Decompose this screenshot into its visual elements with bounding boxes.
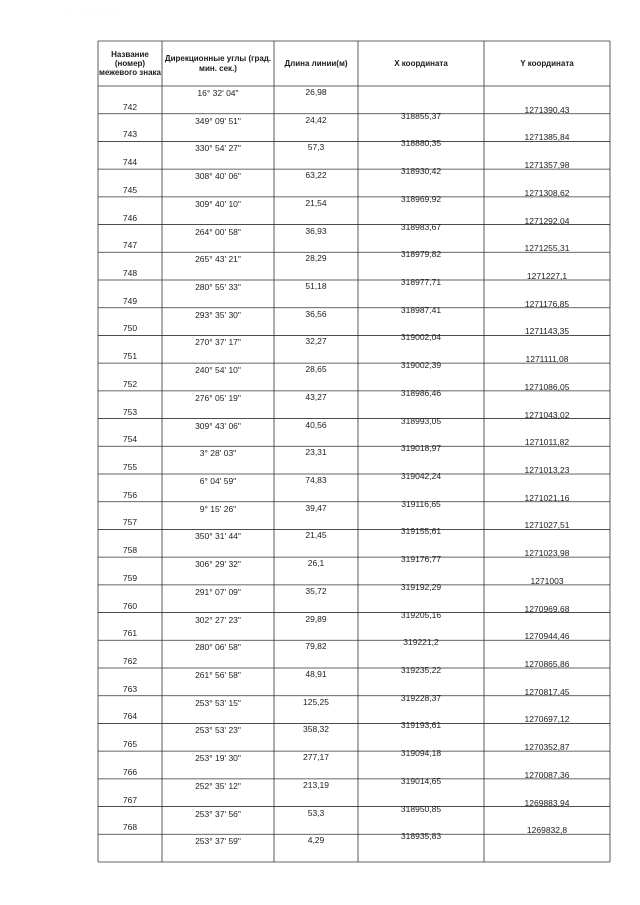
x-coordinate-cell: 318987,41 [400, 304, 442, 315]
x-coordinate-cell: 318986,46 [400, 387, 442, 398]
direction-angle-cell: 280° 06' 58" [195, 642, 241, 653]
line-length-cell: 4,29 [307, 835, 325, 846]
x-coordinate-cell: 319235,22 [400, 665, 442, 675]
boundary-mark-number-cell: 751 [122, 351, 138, 362]
y-coordinate-cell: 1269883,94 [524, 797, 570, 808]
line-length-cell: 358,32 [303, 724, 329, 735]
header-length: Длина линии(м) [284, 58, 348, 68]
x-coordinate-cell: 319205,16 [400, 609, 442, 620]
line-length-cell: 277,17 [303, 752, 329, 763]
y-coordinate-cell: 1271011,82 [524, 437, 570, 448]
boundary-mark-number-cell: 756 [122, 489, 138, 500]
direction-angle-cell: 253° 37' 59" [195, 836, 241, 847]
direction-angle-cell: 253° 37' 56" [195, 808, 241, 819]
boundary-mark-number-cell: 758 [122, 545, 138, 556]
direction-angle-cell: 252° 35' 12" [195, 780, 241, 791]
boundary-mark-number-cell: 744 [122, 157, 138, 168]
y-coordinate-cell: 1270969,68 [524, 603, 570, 614]
boundary-mark-number-cell: 755 [122, 462, 138, 472]
line-length-cell: 28,65 [305, 364, 327, 375]
boundary-mark-number-cell: 748 [122, 268, 138, 278]
y-coordinate-cell: 1270944,46 [524, 631, 570, 642]
boundary-mark-number-cell: 752 [122, 378, 138, 389]
x-coordinate-cell: 319002,39 [400, 360, 442, 371]
x-coordinate-cell: 319228,37 [400, 692, 442, 703]
boundary-mark-number-cell: 754 [122, 434, 138, 445]
x-coordinate-cell: 319193,61 [400, 720, 442, 731]
direction-angle-cell: 276° 05' 19" [195, 392, 241, 403]
y-coordinate-cell: 1270352,87 [524, 742, 570, 753]
x-coordinate-cell: 318977,71 [400, 277, 442, 287]
line-length-cell: 79,82 [305, 641, 327, 652]
header-x: X координата [394, 58, 448, 68]
direction-angle-cell: 261° 56' 58" [195, 670, 241, 680]
y-coordinate-cell: 1271021,16 [524, 492, 570, 503]
y-coordinate-cell: 1271143,35 [524, 326, 570, 337]
line-length-cell: 51,18 [305, 281, 327, 291]
x-coordinate-cell: 319155,61 [400, 526, 442, 537]
boundary-mark-number-cell: 746 [122, 212, 138, 223]
y-coordinate-cell: 1270865,86 [524, 659, 570, 669]
direction-angle-cell: 6° 04' 59" [199, 476, 237, 486]
scan-specks: · · · · · · [70, 8, 124, 14]
x-coordinate-cell: 319094,18 [400, 748, 442, 759]
header-name: Название (номер) межевого знака [98, 49, 162, 78]
direction-angle-cell: 253° 19' 30" [195, 753, 241, 764]
line-length-cell: 63,22 [305, 170, 327, 181]
direction-angle-cell: 309° 40' 10" [195, 198, 241, 209]
header-y: Y координата [520, 58, 574, 68]
line-length-cell: 43,27 [305, 391, 327, 402]
boundary-mark-number-cell: 750 [122, 323, 138, 334]
y-coordinate-cell: 1271385,84 [524, 132, 570, 143]
direction-angle-cell: 330° 54' 27" [195, 143, 241, 154]
direction-angle-cell: 265° 43' 21" [195, 254, 241, 265]
direction-angle-cell: 280° 55' 33" [195, 282, 241, 292]
x-coordinate-cell: 319221,2 [403, 637, 439, 648]
boundary-mark-number-cell: 760 [122, 600, 138, 611]
direction-angle-cell: 253° 53' 15" [195, 697, 241, 708]
boundary-mark-number-cell: 747 [122, 240, 138, 251]
y-coordinate-cell: 1271176,85 [524, 298, 570, 309]
direction-angle-cell: 291° 07' 09" [195, 586, 241, 597]
line-length-cell: 36,93 [305, 225, 327, 236]
line-length-cell: 35,72 [305, 585, 327, 596]
line-length-cell: 53,3 [307, 807, 325, 818]
direction-angle-cell: 308° 40' 06" [195, 171, 241, 182]
direction-angle-cell: 16° 32' 04" [197, 88, 239, 98]
y-coordinate-cell: 1271111,08 [525, 354, 569, 365]
y-coordinate-cell: 1271027,51 [524, 520, 570, 531]
boundary-mark-number-cell: 764 [122, 711, 138, 722]
boundary-mark-number-cell: 761 [122, 628, 138, 639]
boundary-mark-number-cell: 742 [122, 101, 138, 112]
line-length-cell: 24,42 [305, 114, 327, 125]
y-coordinate-cell: 1271013,23 [524, 465, 570, 475]
x-coordinate-cell: 319002,04 [400, 332, 442, 343]
y-coordinate-cell: 1271043,02 [524, 409, 570, 420]
x-coordinate-cell: 319042,24 [400, 471, 442, 481]
y-coordinate-cell: 1271390,43 [524, 104, 570, 115]
y-coordinate-cell: 1271308,62 [524, 187, 570, 198]
y-coordinate-cell: 1271086,05 [524, 381, 570, 392]
boundary-mark-number-cell: 749 [122, 295, 138, 306]
x-coordinate-cell: 318855,37 [400, 110, 442, 121]
line-length-cell: 29,89 [305, 613, 327, 624]
line-length-cell: 39,47 [305, 502, 327, 513]
x-coordinate-cell: 318979,82 [400, 249, 442, 260]
line-length-cell: 21,45 [305, 530, 327, 541]
x-coordinate-cell: 318993,05 [400, 415, 442, 426]
y-coordinate-cell: 1270087,36 [524, 769, 570, 780]
line-length-cell: 57,3 [307, 142, 325, 153]
y-coordinate-cell: 1271357,98 [524, 160, 570, 171]
boundary-mark-number-cell: 767 [122, 794, 138, 805]
y-coordinate-cell: 1270817,45 [524, 686, 570, 697]
x-coordinate-cell: 318930,42 [400, 166, 442, 177]
y-coordinate-cell: 1271227,1 [526, 271, 568, 281]
direction-angle-cell: 350° 31' 44" [195, 531, 241, 542]
boundary-mark-number-cell: 763 [122, 683, 138, 694]
line-length-cell: 26,1 [307, 558, 325, 569]
line-length-cell: 40,56 [305, 419, 327, 430]
x-coordinate-cell: 319176,77 [400, 554, 442, 565]
direction-angle-cell: 270° 37' 17" [195, 337, 241, 348]
line-length-cell: 125,25 [303, 696, 329, 707]
line-length-cell: 213,19 [303, 779, 329, 790]
direction-angle-cell: 253° 53' 23" [195, 725, 241, 736]
line-length-cell: 21,54 [305, 197, 327, 208]
line-length-cell: 74,83 [305, 475, 327, 485]
direction-angle-cell: 293° 35' 30" [195, 309, 241, 320]
boundary-mark-number-cell: 768 [122, 822, 138, 833]
boundary-mark-number-cell: 753 [122, 406, 138, 417]
direction-angle-cell: 9° 15' 26" [199, 503, 237, 514]
direction-angle-cell: 309° 43' 06" [195, 420, 241, 431]
x-coordinate-cell: 318880,35 [400, 138, 442, 149]
line-length-cell: 26,98 [305, 87, 327, 97]
y-coordinate-cell: 1270697,12 [524, 714, 570, 725]
direction-angle-cell: 349° 09' 51" [195, 115, 241, 126]
line-length-cell: 32,27 [305, 336, 327, 347]
y-coordinate-cell: 1271255,31 [524, 243, 570, 254]
x-coordinate-cell: 319014,65 [400, 775, 442, 786]
x-coordinate-cell: 318950,85 [400, 803, 442, 814]
x-coordinate-cell: 318969,92 [400, 193, 442, 204]
line-length-cell: 23,31 [305, 447, 327, 458]
x-coordinate-cell: 319116,65 [401, 498, 441, 509]
boundary-mark-number-cell: 745 [122, 184, 138, 195]
y-coordinate-cell: 1271003 [530, 575, 564, 586]
direction-angle-cell: 3° 28' 03" [199, 448, 237, 459]
y-coordinate-cell: 1269832,8 [526, 825, 568, 836]
line-length-cell: 28,29 [305, 253, 327, 264]
y-coordinate-cell: 1271292,04 [524, 215, 570, 226]
direction-angle-cell: 302° 27' 23" [195, 614, 241, 625]
x-coordinate-cell: 318935,83 [400, 831, 442, 842]
direction-angle-cell: 240° 54' 10" [195, 365, 241, 376]
line-length-cell: 36,56 [305, 308, 327, 319]
direction-angle-cell: 306° 29' 32" [195, 559, 241, 570]
x-coordinate-cell: 319018,97 [400, 443, 442, 454]
boundary-mark-number-cell: 757 [122, 517, 138, 528]
direction-angle-cell: 264° 00' 58" [195, 226, 241, 237]
y-coordinate-cell: 1271023,98 [524, 548, 570, 559]
boundary-mark-number-cell: 759 [122, 572, 138, 583]
boundary-mark-number-cell: 762 [122, 656, 138, 666]
line-length-cell: 48,91 [305, 669, 327, 679]
boundary-mark-number-cell: 743 [122, 129, 138, 140]
boundary-mark-number-cell: 766 [122, 766, 138, 777]
boundary-mark-number-cell: 765 [122, 739, 138, 750]
header-angle: Дирекционные углы (град. мин. сек.) [164, 54, 272, 73]
x-coordinate-cell: 318983,67 [400, 221, 442, 232]
x-coordinate-cell: 319192,29 [400, 581, 442, 592]
